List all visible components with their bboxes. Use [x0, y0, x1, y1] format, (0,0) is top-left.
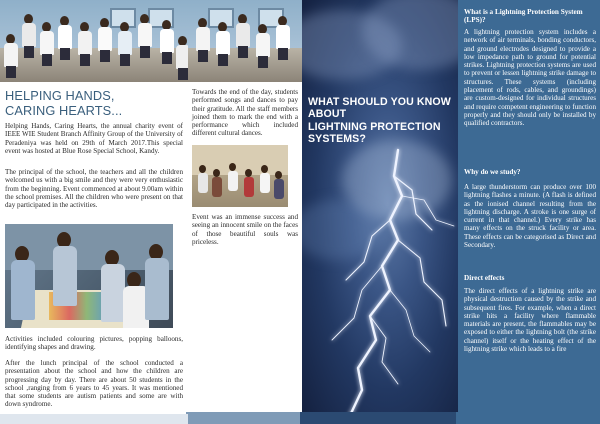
lps-heading: What is a Lightning Protection System (LPS)?: [464, 8, 583, 25]
cover-title-line3: LIGHTNING PROTECTION: [308, 120, 441, 133]
article-heading-line1: HELPING HANDS,: [5, 88, 115, 103]
cover-title-line1: WHAT SHOULD YOU KNOW: [308, 96, 451, 108]
lps-paragraph: A lightning protection system includes a network of air terminals, bonding conductors, and ground electrodes designed to provide a low impedance path to ground for potential strikes. Lightning protection systems are used to prevent or lessen lightning strike damage to structures. These systems (including placement of rods, cables, and groundings) are custom-designed for individual structures and require competent engineering to function properly and they should only be installed by qualified contractors.: [464, 28, 596, 128]
cover-title-line2: ABOUT: [308, 108, 347, 121]
cover-title-line4: SYSTEMS?: [308, 133, 366, 146]
group-photo: [0, 0, 188, 82]
bolt-branch-7: [390, 290, 430, 352]
why-study-heading: Why do we study?: [464, 168, 521, 176]
lightning-cover: [302, 0, 458, 424]
presentation-paragraph: After the lunch principal of the school conducted a presentation about the school and how the children are progressing day by day. There are about 50 students in the school ,ranging from 6 years to 45 years. It was mentioned that some students are autism patients and some are with down syndrome.: [5, 359, 183, 409]
bolt-main: [346, 150, 402, 424]
direct-effects-heading: Direct effects: [464, 274, 505, 282]
bolt-branch-6: [402, 196, 454, 226]
welcome-paragraph: The principal of the school, the teachers and all the children welcomed us with a big smile and they were very enthusiastic from the beginning. Event commenced at about 9.00am within the school premises. All the children who were present on that day participated in the activities.: [5, 168, 183, 210]
middle-column: [188, 0, 302, 424]
children-activity-photo: [5, 224, 173, 328]
success-paragraph: Event was an immense success and seeing an innocent smile on the faces of those beautiful souls was priceless.: [192, 213, 298, 246]
performance-photo: [192, 145, 288, 207]
bolt-branch-5: [370, 316, 398, 384]
direct-effects-paragraph: The direct effects of a lightning strike are physical destruction caused by the strike and subsequent fires. For example, when a direct strike hits a facility where flammable materials are present, the flammables may be exposed to either the lightning bolt (the strike channel) itself or the heating effect of the lightning strike which leads to a fire: [464, 287, 596, 354]
bottom-strip-left: [0, 414, 188, 424]
why-study-paragraph: A large thunderstorm can produce over 100 lightning flashes a minute. (A flash is defined as the ionised channel resulting from the lightning discharge. A stroke is one surge of current in that channel.) Every strike has many effects on the struck facility or area. These effects can be categorised as Direct and Secondary.: [464, 183, 596, 250]
intro-paragraph: Helping Hands, Caring Hearts, the annual charity event of IEEE WIE Student Branch Affinity Group of the University of Peradeniya was held on 29th of March 2017.This special event was hosted at Blue Rose Special School, Kandy.: [5, 122, 183, 155]
article-heading-line2: CARING HEARTS...: [5, 103, 123, 118]
lightning-bolt-graphic: [302, 0, 458, 424]
bolt-branch-3: [398, 240, 446, 326]
activities-paragraph: Activities included colouring pictures, popping balloons, identifying shapes and drawing.: [5, 335, 183, 352]
group-photo-continued: [188, 0, 302, 82]
article-heading: [5, 88, 122, 118]
cover-title: [308, 96, 458, 146]
bolt-branch-4: [332, 266, 382, 340]
performance-paragraph: Towards the end of the day, students performed songs and dances to pay their gratitude. All the staff members joined them to mark the end with a performance which included different cultural dances.: [192, 88, 298, 138]
right-column: [458, 0, 600, 424]
left-column: [0, 0, 188, 424]
